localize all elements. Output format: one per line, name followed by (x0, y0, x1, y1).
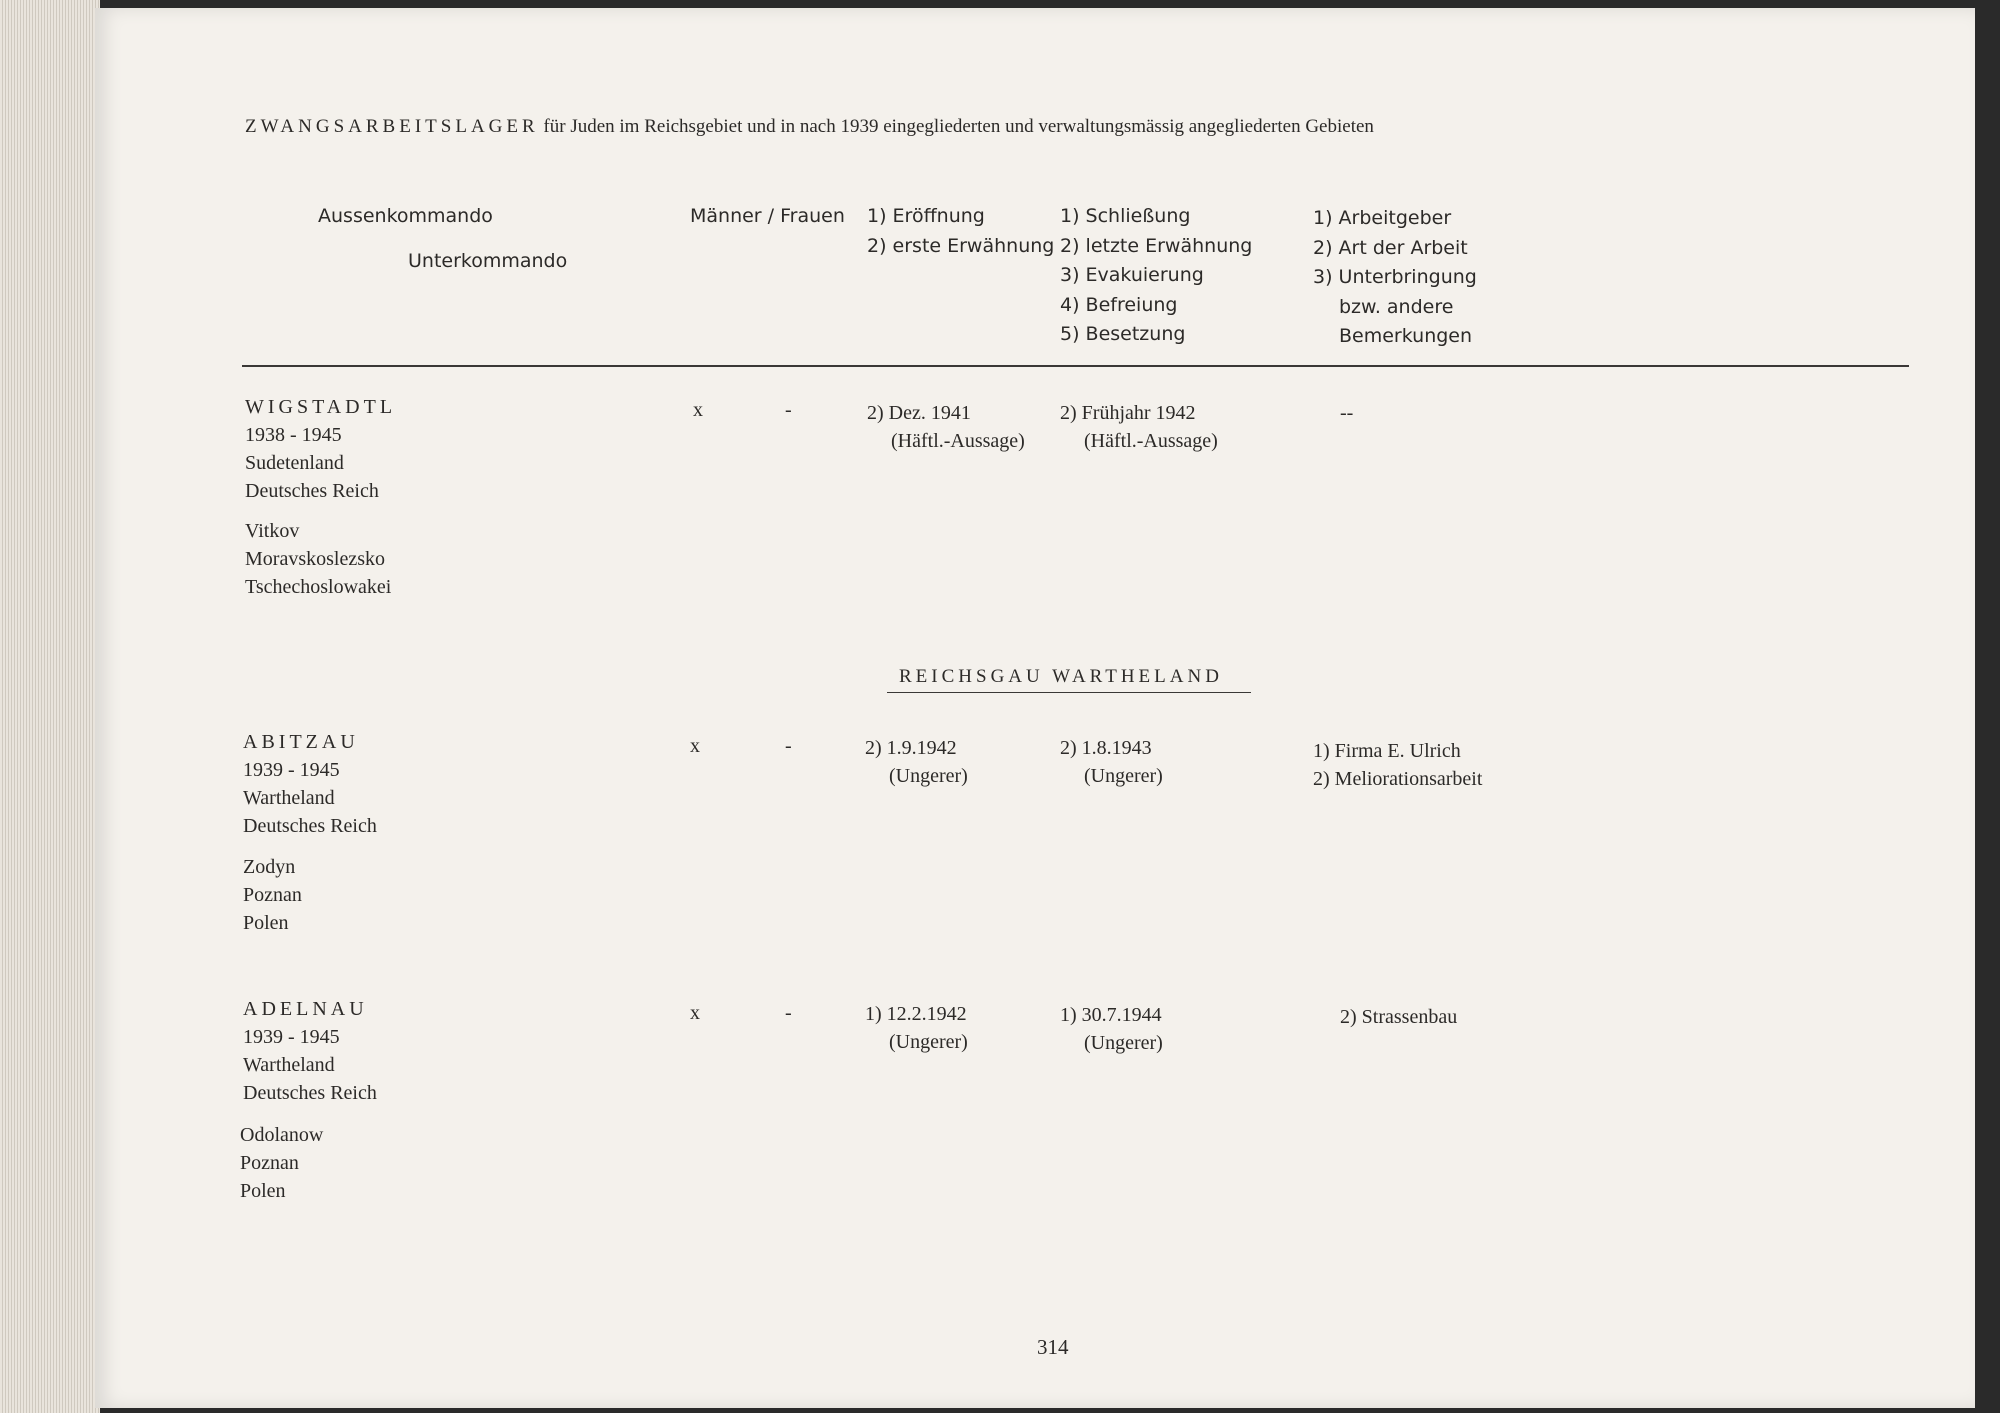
men-mark: x (690, 735, 700, 757)
camp-name: ABITZAU (243, 731, 359, 753)
page-title-lead: ZWANGSARBEITSLAGER (245, 116, 539, 137)
section-heading: REICHSGAU WARTHELAND (899, 666, 1223, 687)
location-today-line: Zodyn (243, 856, 296, 878)
location-line: Wartheland (243, 787, 335, 809)
work-line: 1) Firma E. Ulrich (1313, 740, 1461, 762)
closing-cell (1060, 1001, 1163, 1057)
women-mark: - (785, 1002, 792, 1024)
opening-cell (865, 734, 968, 790)
col-header-schliessung-line: 2) letzte Erwähnung (1060, 234, 1253, 257)
col-header-eroeffnung (867, 202, 1054, 261)
location-line: Deutsches Reich (243, 815, 377, 837)
location-today-line: Moravskoslezsko (245, 548, 385, 570)
col-header-schliessung (1060, 202, 1252, 350)
camp-name: WIGSTADTL (245, 396, 397, 418)
col-header-arbeit-line: bzw. andere (1339, 295, 1454, 318)
location-today-line: Polen (243, 912, 289, 934)
col-header-schliessung-line: 4) Befreiung (1060, 293, 1178, 316)
closing-cell (1060, 399, 1218, 455)
col-header-arbeit (1313, 204, 1477, 352)
book-page (95, 8, 1975, 1408)
opening-line: (Ungerer) (889, 1031, 968, 1053)
section-heading-underline (887, 692, 1251, 693)
opening-line: (Häftl.-Aussage) (891, 430, 1025, 452)
opening-cell (865, 1000, 968, 1056)
closing-line: 1) 30.7.1944 (1060, 1004, 1162, 1026)
camp-name: ADELNAU (243, 998, 368, 1020)
page-number: 314 (1037, 1335, 1069, 1359)
col-header-schliessung-line: 5) Besetzung (1060, 323, 1186, 345)
men-mark: x (693, 399, 703, 421)
women-mark: - (785, 399, 792, 421)
location-line: Sudetenland (245, 452, 344, 474)
entry-location-today (243, 853, 302, 937)
col-header-schliessung-line: 3) Evakuierung (1060, 264, 1204, 286)
closing-line: 2) Frühjahr 1942 (1060, 402, 1196, 424)
entry-location-today (240, 1121, 323, 1205)
col-header-eroeffnung-line: 2) erste Erwähnung (867, 234, 1055, 257)
col-header-eroeffnung-line: 1) Eröffnung (867, 205, 985, 227)
work-line: 2) Meliorationsarbeit (1313, 768, 1483, 790)
col-header-maenner-frauen: Männer / Frauen (690, 205, 845, 227)
book-page-edges (0, 0, 100, 1413)
entry-location-today (245, 517, 391, 601)
location-today-line: Odolanow (240, 1124, 324, 1146)
location-line: 1939 - 1945 (243, 759, 340, 781)
location-today-line: Poznan (243, 884, 302, 906)
location-today-line: Tschechoslowakei (245, 576, 392, 598)
opening-line: 2) Dez. 1941 (867, 402, 971, 424)
women-mark: - (785, 735, 792, 757)
work-cell (1313, 737, 1482, 793)
closing-line: (Häftl.-Aussage) (1084, 430, 1218, 452)
location-today-line: Poznan (240, 1152, 299, 1174)
header-divider (242, 365, 1909, 367)
work-cell: 2) Strassenbau (1340, 1006, 1458, 1028)
closing-line: (Ungerer) (1084, 1032, 1163, 1054)
opening-line: 1) 12.2.1942 (865, 1003, 967, 1025)
location-line: 1939 - 1945 (243, 1026, 340, 1048)
col-header-arbeit-line: 1) Arbeitgeber (1313, 207, 1452, 229)
men-mark: x (690, 1002, 700, 1024)
location-line: 1938 - 1945 (245, 424, 342, 446)
page-title-rest: für Juden im Reichsgebiet und in nach 1939 eingegliederten und verwaltungsmässig angegliederten Gebieten (543, 116, 1374, 137)
location-line: Deutsches Reich (243, 1082, 377, 1104)
location-today-line: Polen (240, 1180, 286, 1202)
page-title (245, 113, 1374, 141)
col-header-unterkommando: Unterkommando (408, 250, 568, 272)
entry-location (245, 393, 396, 505)
location-today-line: Vitkov (245, 520, 300, 542)
location-line: Deutsches Reich (245, 480, 379, 502)
closing-line: (Ungerer) (1084, 765, 1163, 787)
col-header-arbeit-line: 3) Unterbringung (1313, 266, 1477, 288)
opening-line: 2) 1.9.1942 (865, 737, 957, 759)
location-line: Wartheland (243, 1054, 335, 1076)
closing-line: 2) 1.8.1943 (1060, 737, 1152, 759)
entry-location (243, 995, 377, 1107)
opening-cell (867, 399, 1025, 455)
col-header-arbeit-line: Bemerkungen (1339, 325, 1473, 347)
work-cell: -- (1340, 402, 1354, 424)
col-header-aussenkommando: Aussenkommando (318, 205, 493, 227)
col-header-arbeit-line: 2) Art der Arbeit (1313, 236, 1468, 259)
closing-cell (1060, 734, 1163, 790)
opening-line: (Ungerer) (889, 765, 968, 787)
entry-location (243, 728, 377, 840)
col-header-schliessung-line: 1) Schließung (1060, 205, 1191, 227)
